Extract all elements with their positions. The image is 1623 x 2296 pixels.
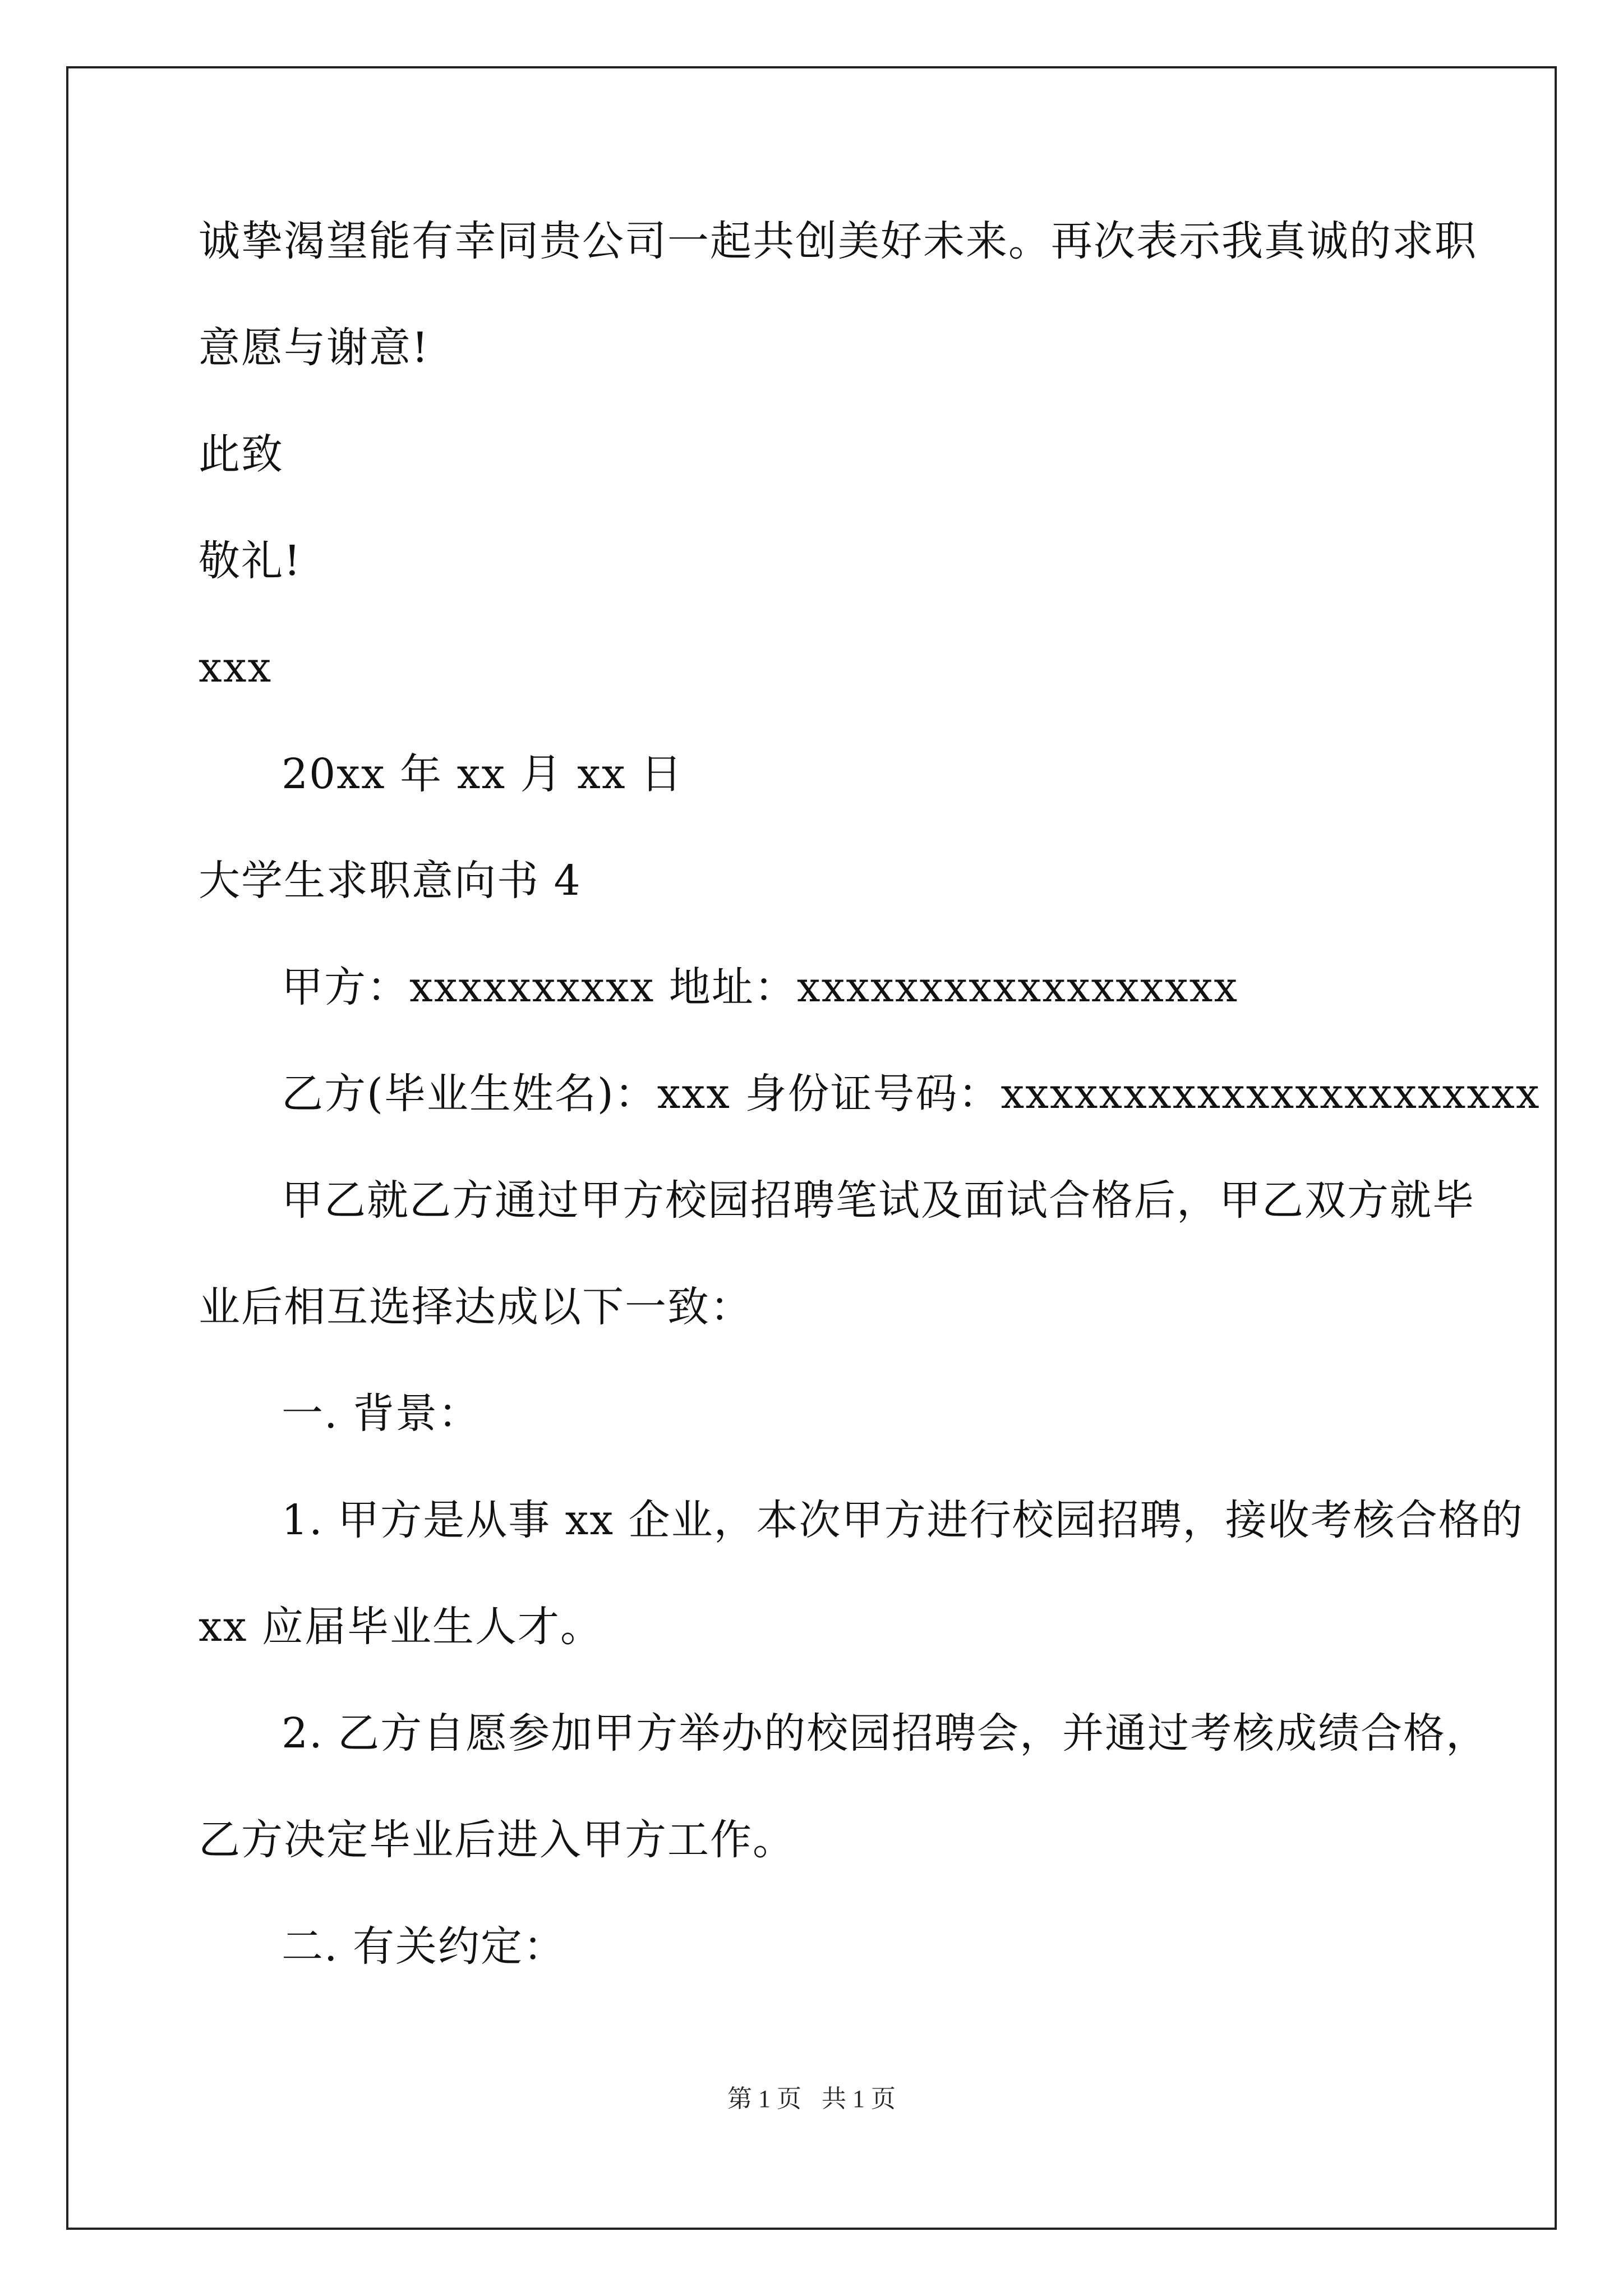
section-heading: 二. 有关约定： [282, 1922, 566, 1971]
paragraph-line: 1. 甲方是从事 xx 企业，本次甲方进行校园招聘，接收考核合格的 [282, 1496, 1524, 1544]
paragraph-line: 2. 乙方自愿参加甲方举办的校园招聘会，并通过考核成绩合格， [282, 1709, 1489, 1757]
salutation-line: 此致 [199, 430, 284, 478]
page-number: 第 1 页 [727, 2085, 801, 2113]
paragraph-line: xx 应届毕业生人才。 [199, 1603, 603, 1651]
salutation-line: 敬礼! [199, 537, 302, 585]
paragraph-line: 甲乙就乙方通过甲方校园招聘笔试及面试合格后，甲乙双方就毕 [282, 1176, 1475, 1225]
signature-date: 20xx 年 xx 月 xx 日 [282, 750, 684, 798]
paragraph-line: 诚挚渴望能有幸同贵公司一起共创美好未来。再次表示我真诚的求职 [199, 217, 1477, 265]
page-footer [0, 2082, 1623, 2116]
paragraph-line: 意愿与谢意! [199, 324, 430, 372]
section-title: 大学生求职意向书 4 [199, 857, 582, 905]
page-total: 共 1 页 [822, 2085, 896, 2113]
party-a-line: 甲方：xxxxxxxxxx 地址：xxxxxxxxxxxxxxxxxx [282, 963, 1239, 1011]
party-b-line: 乙方(毕业生姓名)：xxx 身份证号码：xxxxxxxxxxxxxxxxxxxxxx [282, 1070, 1541, 1118]
paragraph-line: 业后相互选择达成以下一致： [199, 1283, 753, 1331]
page-border [66, 66, 1557, 2230]
signature-name: xxx [199, 643, 273, 692]
section-heading: 一. 背景： [282, 1389, 481, 1438]
paragraph-line: 乙方决定毕业后进入甲方工作。 [199, 1816, 795, 1864]
